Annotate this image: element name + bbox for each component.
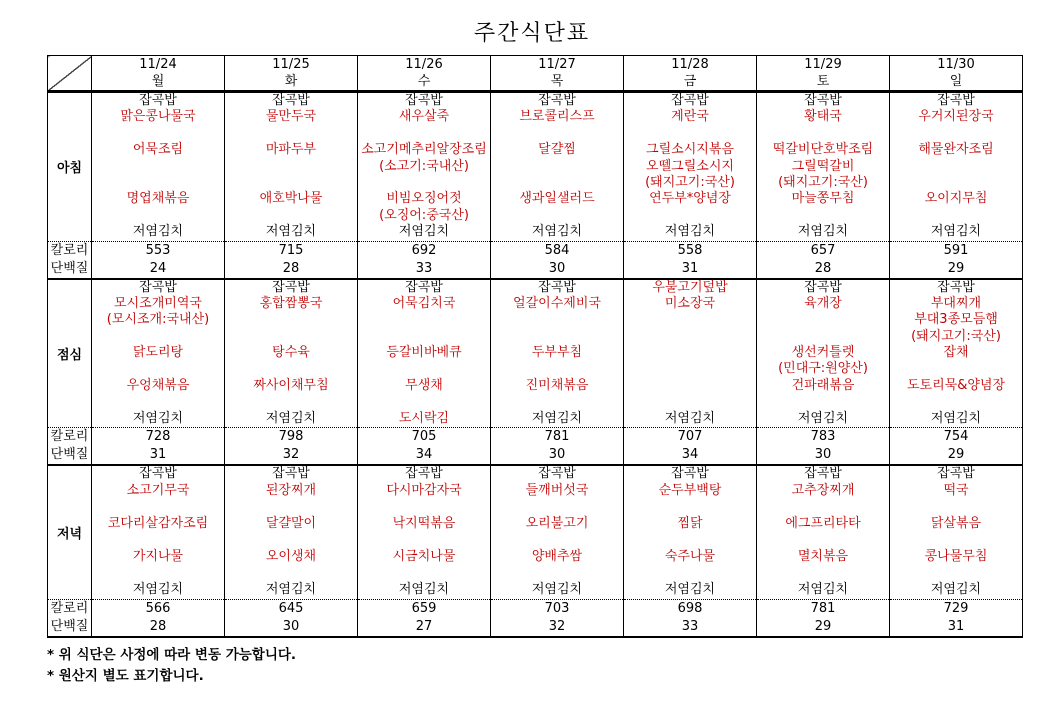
menu-item: 잡채: [943, 345, 969, 361]
menu-cell: [358, 92, 491, 242]
menu-item: 양배추쌈: [531, 549, 583, 564]
calorie-value: 781: [491, 428, 624, 447]
menu-item-empty: [225, 394, 357, 410]
protein-value: 28: [757, 260, 890, 279]
menu-item: 잡곡밥: [405, 279, 443, 295]
menu-item: 저염김치: [930, 410, 982, 426]
menu-item: 저염김치: [664, 410, 716, 426]
menu-item: 마늘쫑무침: [791, 191, 855, 207]
menu-cell: [491, 465, 624, 599]
calorie-value: 707: [624, 428, 757, 447]
menu-item: 코다리살감자조림: [107, 515, 209, 531]
menu-item: 명엽채볶음: [126, 191, 190, 207]
menu-item: 소고기메추리알장조림: [361, 142, 487, 158]
weekday-label: 월: [151, 74, 165, 89]
calorie-value: 558: [624, 241, 757, 260]
menu-item: 저염김치: [265, 582, 317, 598]
menu-item-empty: [890, 208, 1022, 224]
corner-diagonal-cell: [48, 56, 92, 92]
menu-item: 잡곡밥: [538, 93, 576, 108]
protein-value: 30: [757, 446, 890, 465]
menu-item-empty: [225, 312, 357, 328]
calorie-row-dinner: [48, 599, 1023, 618]
menu-item: 찜닭: [677, 515, 703, 531]
menu-item-empty: [225, 532, 357, 549]
page-title: 주간식단표: [473, 21, 591, 46]
weekday-label: 금: [683, 74, 697, 89]
calorie-value: 692: [358, 241, 491, 260]
menu-item: 콩나물무침: [924, 549, 988, 564]
menu-item: 계란국: [671, 109, 709, 125]
menu-cell: [757, 465, 890, 599]
weekday-label: 토: [816, 74, 830, 89]
menu-cell: [890, 92, 1023, 242]
date-label: 11/27: [538, 57, 576, 72]
menu-item: 모시조개미역국: [114, 295, 202, 311]
menu-cell: [358, 465, 491, 599]
menu-item: 잡곡밥: [272, 93, 310, 108]
menu-item-empty: [890, 532, 1022, 549]
menu-item: 무생채: [405, 377, 443, 393]
protein-row-breakfast: [48, 260, 1023, 279]
menu-item: 저염김치: [132, 224, 184, 240]
protein-value: 31: [624, 260, 757, 279]
menu-item: 가지나물: [132, 549, 184, 564]
menu-item: 에그프리타타: [785, 515, 861, 531]
date-label: 11/26: [405, 57, 443, 72]
menu-item: 마파두부: [265, 142, 317, 158]
menu-item-empty: [491, 208, 623, 224]
menu-item: (소고기:국내산): [379, 158, 469, 174]
calorie-label: 칼로리: [48, 241, 92, 260]
menu-item-empty: [358, 329, 490, 345]
calorie-value: 783: [757, 428, 890, 447]
calorie-value: 566: [92, 599, 225, 618]
menu-item-empty: [757, 566, 889, 583]
menu-item-empty: [92, 499, 224, 516]
menu-item-empty: [624, 566, 756, 583]
menu-item: 도시락김: [398, 410, 450, 426]
menu-cell: [624, 279, 757, 428]
menu-item: 그릴떡갈비: [791, 158, 855, 174]
menu-item-empty: [757, 126, 889, 142]
menu-item: 미소장국: [664, 295, 716, 311]
protein-value: 31: [890, 618, 1023, 637]
date-label: 11/29: [804, 57, 842, 72]
menu-item-empty: [92, 361, 224, 377]
calorie-value: 705: [358, 428, 491, 447]
menu-item-empty: [890, 499, 1022, 516]
menu-item: 잡곡밥: [538, 466, 576, 482]
menu-item: 부대찌개: [930, 295, 982, 311]
date-label: 11/24: [139, 57, 177, 72]
protein-value: 30: [491, 446, 624, 465]
calorie-label: 칼로리: [48, 428, 92, 447]
menu-item: 건파래볶음: [791, 377, 855, 393]
footnotes: [47, 645, 1064, 687]
weekly-menu-table: [47, 55, 1023, 638]
menu-item: 비빔오징어젓: [386, 191, 462, 207]
menu-item-empty: [491, 394, 623, 410]
menu-cell: [624, 92, 757, 242]
menu-item: (돼지고기:국산): [645, 174, 735, 190]
menu-item: 잡곡밥: [937, 279, 975, 295]
weekday-label: 일: [949, 74, 963, 89]
footnote-line: * 위 식단은 사정에 따라 변동 가능합니다.: [47, 646, 297, 663]
menu-item: 탕수육: [272, 345, 310, 361]
menu-item: 소고기무국: [126, 482, 190, 498]
date-header: [491, 56, 624, 92]
menu-cell: [491, 279, 624, 428]
calorie-value: 584: [491, 241, 624, 260]
menu-item: 잡곡밥: [804, 466, 842, 482]
menu-row-lunch: [48, 279, 1023, 428]
protein-row-dinner: [48, 618, 1023, 637]
protein-value: 28: [225, 260, 358, 279]
menu-item-empty: [225, 126, 357, 142]
menu-item-empty: [624, 394, 756, 410]
menu-item: 잡곡밥: [804, 93, 842, 108]
menu-cell: [225, 465, 358, 599]
menu-item-empty: [491, 361, 623, 377]
calorie-value: 715: [225, 241, 358, 260]
date-header: [225, 56, 358, 92]
menu-item-empty: [757, 312, 889, 328]
menu-item: 저염김치: [930, 224, 982, 240]
menu-item: 잡곡밥: [804, 279, 842, 295]
menu-item: 순두부백탕: [658, 482, 722, 498]
menu-item-empty: [92, 175, 224, 191]
menu-item-empty: [358, 499, 490, 516]
menu-item: 저염김치: [531, 410, 583, 426]
menu-item-empty: [757, 329, 889, 345]
meal-label-dinner: 저녁: [48, 465, 92, 599]
menu-item: 애호박나물: [259, 191, 323, 207]
calorie-value: 781: [757, 599, 890, 618]
menu-item: 잡곡밥: [937, 466, 975, 482]
menu-item: 오뗄그릴소시지: [646, 158, 734, 174]
menu-item: 저염김치: [531, 224, 583, 240]
menu-item-empty: [624, 329, 756, 345]
menu-item: 잡곡밥: [671, 93, 709, 108]
menu-item: 저염김치: [132, 582, 184, 598]
menu-item-empty: [890, 394, 1022, 410]
protein-value: 32: [491, 618, 624, 637]
menu-item: 된장찌개: [265, 482, 317, 498]
meal-label-lunch: 점심: [48, 279, 92, 428]
protein-value: 34: [358, 446, 491, 465]
protein-value: 29: [890, 446, 1023, 465]
menu-item: 닭살볶음: [930, 515, 982, 531]
footnote-line: * 원산지 별도 표기합니다.: [47, 667, 204, 684]
menu-item-empty: [225, 159, 357, 175]
date-header: [624, 56, 757, 92]
menu-item: 잡곡밥: [139, 93, 177, 108]
menu-item: 브로콜리스프: [519, 109, 595, 125]
menu-item: 연두부*양념장: [649, 191, 731, 207]
menu-item-empty: [358, 361, 490, 377]
menu-item: 잡곡밥: [671, 466, 709, 482]
menu-item: (돼지고기:국산): [911, 328, 1001, 344]
menu-item-empty: [890, 159, 1022, 175]
calorie-label: 칼로리: [48, 599, 92, 618]
protein-value: 30: [225, 618, 358, 637]
weekday-label: 수: [417, 74, 431, 89]
menu-item: 저염김치: [797, 410, 849, 426]
menu-item-empty: [92, 566, 224, 583]
menu-item: 저염김치: [132, 410, 184, 426]
menu-item-empty: [358, 394, 490, 410]
menu-item-empty: [491, 566, 623, 583]
protein-value: 29: [757, 618, 890, 637]
menu-item-empty: [890, 126, 1022, 142]
protein-label: 단백질: [48, 446, 92, 465]
menu-item: 시금치나물: [392, 549, 456, 564]
date-label: 11/25: [272, 57, 310, 72]
menu-item: 잡곡밥: [272, 466, 310, 482]
menu-item: 맑은콩나물국: [120, 109, 196, 125]
menu-item-empty: [491, 175, 623, 191]
menu-item-empty: [624, 312, 756, 328]
menu-cell: [491, 92, 624, 242]
menu-item: 떡갈비단호박조림: [772, 142, 874, 158]
menu-item: 달걀말이: [265, 515, 317, 531]
menu-item: 저염김치: [797, 582, 849, 598]
menu-item: 오리불고기: [525, 515, 589, 531]
menu-item: 저염김치: [930, 582, 982, 598]
menu-item: 고추장찌개: [791, 482, 855, 498]
date-header: [890, 56, 1023, 92]
protein-row-lunch: [48, 446, 1023, 465]
menu-item: 저염김치: [664, 224, 716, 240]
menu-item: 짜사이채무침: [253, 377, 329, 393]
menu-item: 우거지된장국: [918, 109, 994, 125]
menu-item: 그릴소시지볶음: [646, 142, 734, 158]
protein-value: 31: [92, 446, 225, 465]
menu-cell: [225, 92, 358, 242]
calorie-row-lunch: [48, 428, 1023, 447]
protein-label: 단백질: [48, 618, 92, 637]
menu-item-empty: [92, 329, 224, 345]
menu-item-empty: [358, 126, 490, 142]
menu-item-empty: [890, 361, 1022, 377]
menu-item: 다시마감자국: [386, 482, 462, 498]
menu-item: 육개장: [804, 295, 842, 311]
menu-cell: [358, 279, 491, 428]
menu-item: 해물완자조림: [918, 142, 994, 158]
menu-item-empty: [624, 345, 756, 361]
menu-item-empty: [491, 329, 623, 345]
menu-item: 저염김치: [398, 224, 450, 240]
menu-item: (오징어:중국산): [379, 207, 469, 223]
menu-item-empty: [624, 378, 756, 394]
menu-item: 부대3종모듬햄: [914, 312, 998, 328]
menu-item-empty: [890, 566, 1022, 583]
menu-item: 생선커틀렛: [791, 345, 855, 361]
date-label: 11/30: [937, 57, 975, 72]
menu-item: 잡곡밥: [139, 279, 177, 295]
menu-item: 잡곡밥: [405, 93, 443, 108]
protein-value: 28: [92, 618, 225, 637]
calorie-value: 729: [890, 599, 1023, 618]
menu-item-empty: [757, 208, 889, 224]
menu-item: 잡곡밥: [139, 466, 177, 482]
date-header: [358, 56, 491, 92]
protein-value: 27: [358, 618, 491, 637]
menu-item: 어묵조림: [132, 142, 184, 158]
menu-cell: [757, 279, 890, 428]
menu-cell: [92, 92, 225, 242]
menu-item-empty: [225, 361, 357, 377]
menu-item-empty: [757, 532, 889, 549]
calorie-value: 754: [890, 428, 1023, 447]
menu-item: 진미채볶음: [525, 377, 589, 393]
weekday-label: 목: [550, 74, 564, 89]
protein-label: 단백질: [48, 260, 92, 279]
menu-item: 우엉채볶음: [126, 377, 190, 393]
menu-row-dinner: [48, 465, 1023, 599]
menu-item: (민대구:원양산): [778, 361, 868, 377]
menu-item: 잡곡밥: [272, 279, 310, 295]
calorie-value: 657: [757, 241, 890, 260]
menu-item: 오이지무침: [924, 191, 988, 207]
menu-cell: [92, 465, 225, 599]
menu-item: 저염김치: [398, 582, 450, 598]
calorie-row-breakfast: [48, 241, 1023, 260]
menu-item-empty: [225, 566, 357, 583]
calorie-value: 728: [92, 428, 225, 447]
calorie-value: 698: [624, 599, 757, 618]
menu-item: 낙지떡볶음: [392, 515, 456, 531]
menu-item-empty: [491, 499, 623, 516]
menu-item: 황태국: [804, 109, 842, 125]
protein-value: 24: [92, 260, 225, 279]
menu-item: 홍합짬뽕국: [259, 295, 323, 311]
protein-value: 30: [491, 260, 624, 279]
menu-item-empty: [92, 126, 224, 142]
date-header-row: [48, 56, 1023, 92]
menu-item-empty: [92, 394, 224, 410]
protein-value: 32: [225, 446, 358, 465]
menu-item-empty: [358, 566, 490, 583]
menu-item: 새우살죽: [398, 109, 450, 125]
menu-cell: [92, 279, 225, 428]
menu-item-empty: [624, 208, 756, 224]
menu-item: 잡곡밥: [405, 466, 443, 482]
menu-item: 들깨버섯국: [525, 482, 589, 498]
menu-item-empty: [225, 329, 357, 345]
date-header: [92, 56, 225, 92]
menu-item: (돼지고기:국산): [778, 174, 868, 190]
menu-item: 생과일샐러드: [519, 191, 595, 207]
date-label: 11/28: [671, 57, 709, 72]
calorie-value: 645: [225, 599, 358, 618]
menu-item: 저염김치: [265, 410, 317, 426]
menu-item: 오이생채: [265, 549, 317, 564]
menu-cell: [890, 279, 1023, 428]
menu-item-empty: [757, 499, 889, 516]
calorie-value: 798: [225, 428, 358, 447]
menu-item-empty: [624, 532, 756, 549]
menu-item: (모시조개:국내산): [106, 312, 210, 328]
menu-item: 멸치볶음: [797, 549, 849, 564]
menu-item: 어묵김치국: [392, 295, 456, 311]
menu-item: 달걀찜: [538, 142, 576, 158]
menu-item-empty: [491, 532, 623, 549]
calorie-value: 703: [491, 599, 624, 618]
menu-item: 닭도리탕: [132, 345, 184, 361]
menu-item-empty: [624, 126, 756, 142]
menu-item-empty: [624, 499, 756, 516]
menu-item: 두부부침: [531, 345, 583, 361]
menu-item: 저염김치: [797, 224, 849, 240]
menu-item-empty: [757, 394, 889, 410]
menu-item-empty: [358, 532, 490, 549]
protein-value: 33: [358, 260, 491, 279]
meal-label-breakfast: 아침: [48, 92, 92, 242]
calorie-value: 659: [358, 599, 491, 618]
menu-item-empty: [225, 499, 357, 516]
protein-value: 34: [624, 446, 757, 465]
menu-item: 얼갈이수제비국: [513, 295, 601, 311]
menu-cell: [225, 279, 358, 428]
menu-item: 잡곡밥: [538, 279, 576, 295]
menu-item: 떡국: [943, 482, 969, 498]
menu-item-empty: [491, 126, 623, 142]
menu-item: 저염김치: [531, 582, 583, 598]
menu-item: 저염김치: [265, 224, 317, 240]
calorie-value: 591: [890, 241, 1023, 260]
weekday-label: 화: [284, 74, 298, 89]
menu-item-empty: [92, 159, 224, 175]
menu-cell: [757, 92, 890, 242]
menu-item: 우불고기덮밥: [652, 279, 728, 295]
menu-row-breakfast: [48, 92, 1023, 242]
menu-item: 도토리묵&양념장: [906, 377, 1006, 393]
menu-item-empty: [491, 312, 623, 328]
protein-value: 33: [624, 618, 757, 637]
menu-cell: [624, 465, 757, 599]
menu-item-empty: [491, 159, 623, 175]
menu-item-empty: [225, 175, 357, 191]
menu-item: 숙주나물: [664, 549, 716, 564]
menu-item: 잡곡밥: [937, 93, 975, 108]
date-header: [757, 56, 890, 92]
menu-cell: [890, 465, 1023, 599]
menu-item-empty: [358, 312, 490, 328]
menu-item: 저염김치: [664, 582, 716, 598]
menu-item: 물만두국: [265, 109, 317, 125]
menu-item-empty: [890, 175, 1022, 191]
menu-item-empty: [358, 175, 490, 191]
menu-item-empty: [92, 532, 224, 549]
menu-item-empty: [92, 208, 224, 224]
protein-value: 29: [890, 260, 1023, 279]
calorie-value: 553: [92, 241, 225, 260]
menu-item: 등갈비바베큐: [386, 345, 462, 361]
menu-item-empty: [225, 208, 357, 224]
menu-item-empty: [624, 361, 756, 377]
